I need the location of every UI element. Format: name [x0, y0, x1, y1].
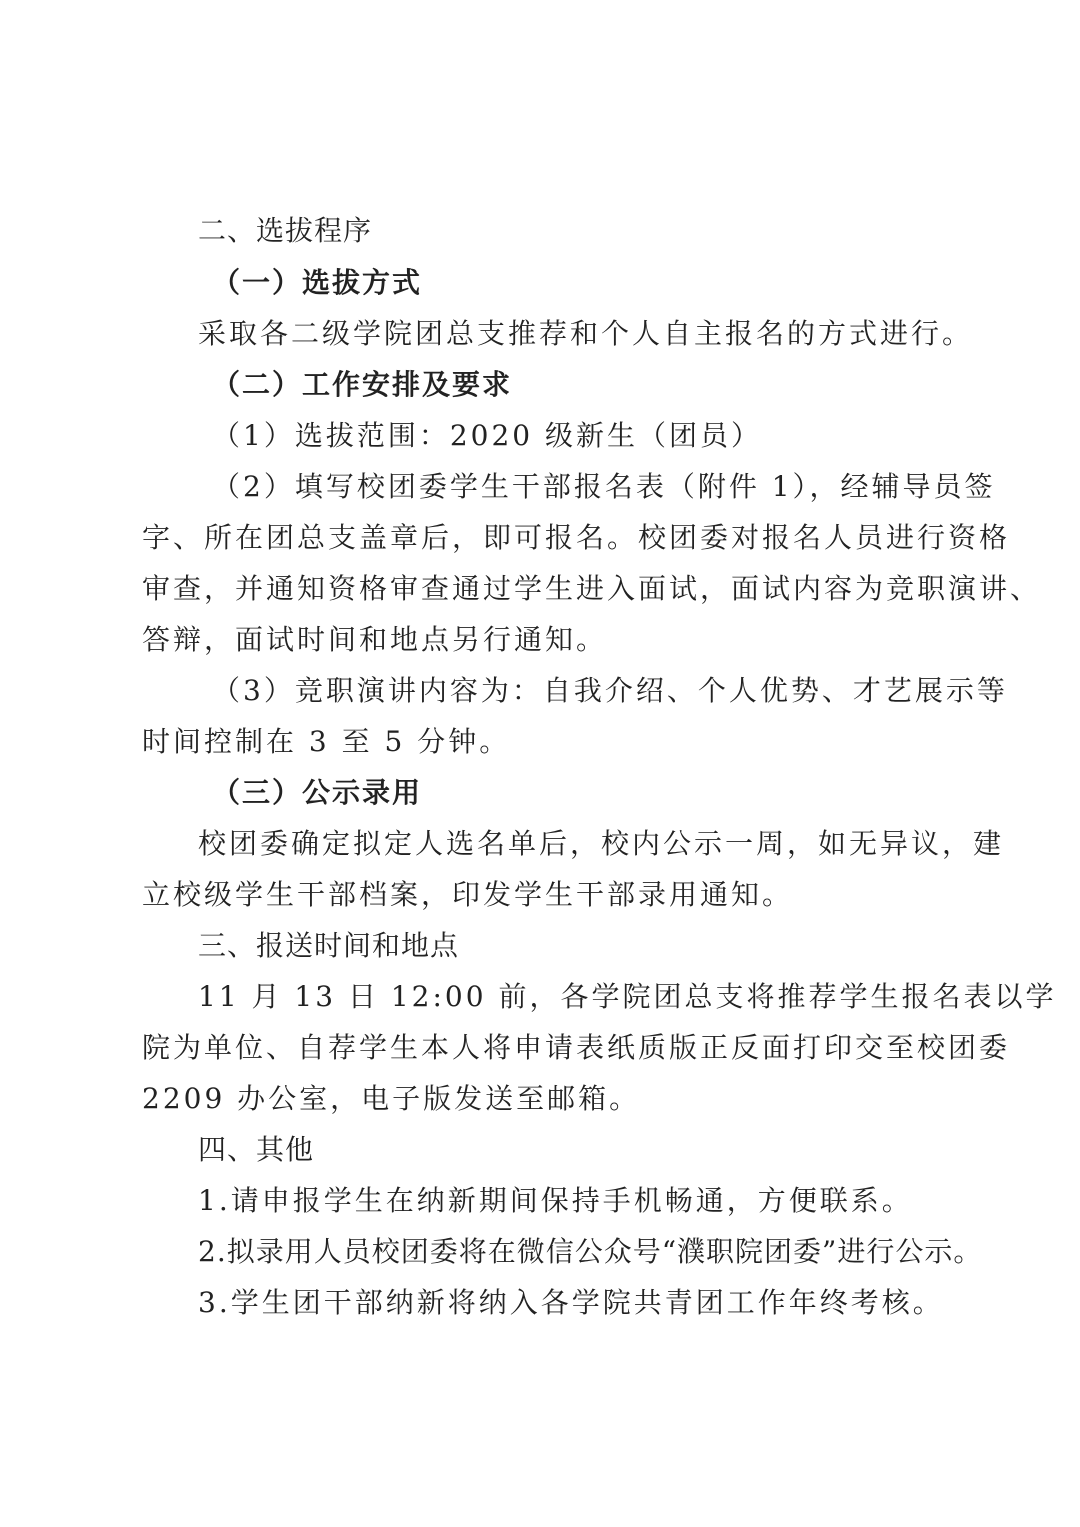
list-item-other-3: 3.学生团干部纳新将纳入各学院共青团工作年终考核。	[198, 1286, 944, 1319]
subheading-work-arrangements: （二）工作安排及要求	[212, 368, 513, 401]
paragraph-line: 字、所在团总支盖章后，即可报名。校团委对报名人员进行资格	[142, 521, 1011, 554]
paragraph-line: 11 月 13 日 12:00 前，各学院团总支将推荐学生报名表以学	[198, 980, 1057, 1013]
paragraph-line: （2）填写校团委学生干部报名表（附件 1），经辅导员签	[212, 470, 996, 503]
paragraph-line: 立校级学生干部档案，印发学生干部录用通知。	[142, 878, 794, 911]
section-heading-other: 四、其他	[198, 1133, 315, 1166]
paragraph-line: 审查，并通知资格审查通过学生进入面试，面试内容为竞职演讲、	[142, 572, 1042, 605]
subheading-selection-method: （一）选拔方式	[212, 266, 423, 299]
section-heading-selection-procedure: 二、选拔程序	[198, 214, 373, 247]
list-item-other-1: 1.请申报学生在纳新期间保持手机畅通，方便联系。	[198, 1184, 913, 1217]
list-item-selection-scope: （1）选拔范围：2020 级新生（团员）	[212, 419, 762, 452]
paragraph-line: 2209 办公室，电子版发送至邮箱。	[142, 1082, 641, 1115]
paragraph-line: 答辩，面试时间和地点另行通知。	[142, 623, 608, 656]
paragraph-line: 时间控制在 3 至 5 分钟。	[142, 725, 511, 758]
section-heading-submission-time-place: 三、报送时间和地点	[198, 929, 460, 962]
subheading-publicity-hiring: （三）公示录用	[212, 776, 423, 809]
paragraph-line: 校团委确定拟定人选名单后，校内公示一周，如无异议，建	[198, 827, 1005, 860]
paragraph-line: （3）竞职演讲内容为：自我介绍、个人优势、才艺展示等	[212, 674, 1008, 707]
paragraph-selection-method: 采取各二级学院团总支推荐和个人自主报名的方式进行。	[198, 317, 974, 350]
list-item-other-2: 2.拟录用人员校团委将在微信公众号“濮职院团委”进行公示。	[198, 1235, 983, 1268]
paragraph-line: 院为单位、自荐学生本人将申请表纸质版正反面打印交至校团委	[142, 1031, 1011, 1064]
